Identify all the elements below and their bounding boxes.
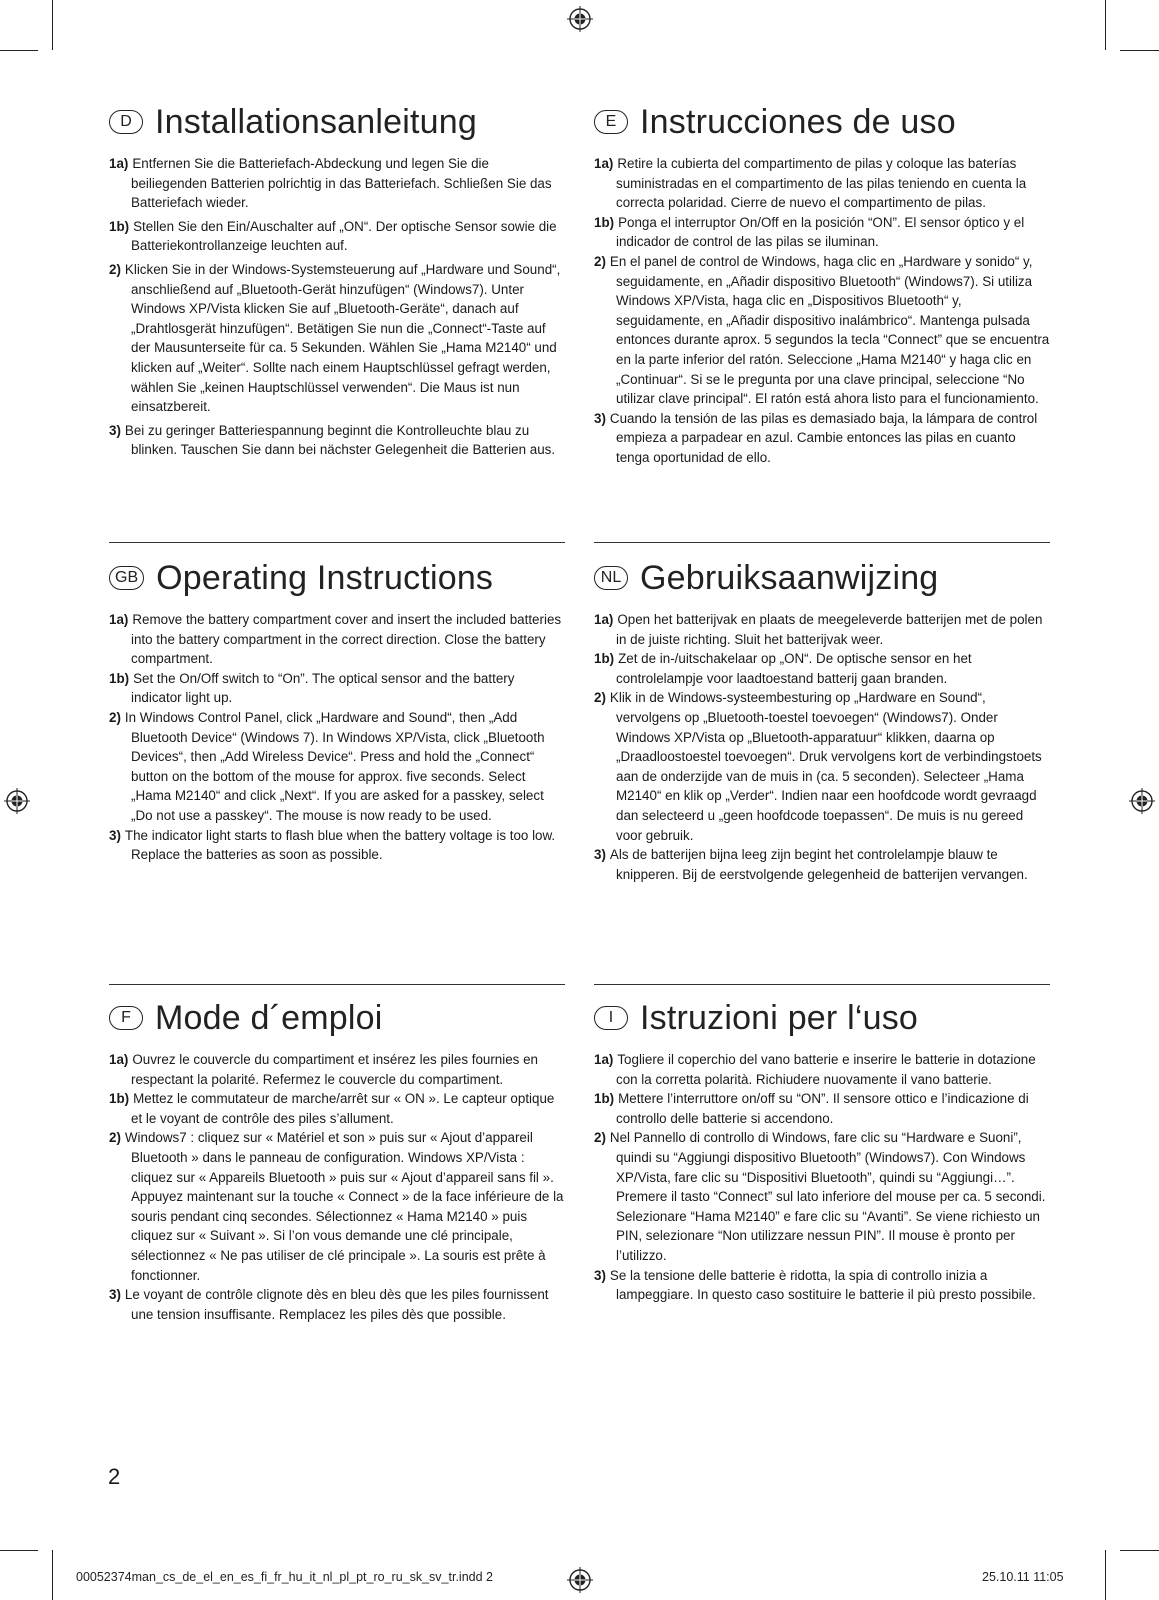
step-number: 1b): [109, 670, 130, 686]
language-badge: NL: [594, 566, 628, 590]
step-number: 3): [594, 847, 606, 863]
step-text: Se la tensione delle batterie è ridotta, la spia di controllo inizia a lampeggiare. In questo caso sostituire le batterie il più presto possibile.: [609, 1267, 1036, 1303]
step-text: Nel Pannello di controllo di Windows, fare clic su “Hardware e Suoni”, quindi su “Aggiungi dispositivo Bluetooth” (Windows7). Con Windows XP/Vista, fare clic su “Dispositivi Bluetooth”, quindi su “Aggiungi…”. Premere il tasto “Connect” sul lato inferiore del mouse per ca. 5 secondi. Selezionare “Hama M2140” e fare clic su “Avanti”. Se viene richiesto un PIN, selezionare “Non utilizzare nessun PIN”. Il mouse è pronto per l’utilizzo.: [609, 1130, 1046, 1263]
section-heading: [594, 100, 1050, 144]
crop-mark: [52, 1550, 53, 1600]
language-badge: I: [594, 1006, 628, 1030]
section-french: [109, 996, 565, 1324]
step-number: 3): [109, 827, 121, 843]
instruction-list: [109, 154, 565, 460]
step-number: 1b): [594, 651, 615, 667]
step-number: 1a): [594, 612, 614, 627]
instruction-list: [594, 1050, 1050, 1305]
crop-mark: [1120, 50, 1159, 51]
step-text: Le voyant de contrôle clignote dès en bleu dès que les piles fournissent une tension insuffisante. Remplacez les piles dès que possible.: [124, 1287, 549, 1322]
step-number: 3): [594, 1267, 606, 1283]
step-text: Mettez le commutateur de marche/arrêt sur « ON ». Le capteur optique et le voyant de contrôle des piles s’allument.: [131, 1091, 555, 1126]
step-text: Entfernen Sie die Batteriefach-Abdeckung und legen Sie die beiliegenden Batterien polrichtig in das Batteriefach. Schließen Sie das Batteriefach wieder.: [131, 156, 552, 211]
section-spanish: [594, 100, 1050, 468]
section-divider: [109, 542, 565, 543]
step-number: 2): [109, 709, 121, 725]
section-title: Installationsanleitung: [155, 102, 477, 141]
step-number: 1b): [594, 1091, 615, 1107]
footer-filename: 00052374man_cs_de_el_en_es_fi_fr_hu_it_nl_pl_pt_ro_ru_sk_sv_tr.indd 2: [76, 1570, 493, 1584]
instruction-list: [594, 154, 1050, 468]
instruction-step: [109, 826, 565, 865]
step-number: 1a): [109, 612, 129, 627]
footer-datetime: 25.10.11 11:05: [982, 1570, 1064, 1584]
registration-mark-icon: [1129, 788, 1155, 814]
step-number: 1a): [109, 156, 129, 171]
instruction-step: [109, 260, 565, 417]
step-text: Als de batterijen bijna leeg zijn begint het controlelampje blauw te knipperen. Bij de eerstvolgende gelegenheid de batterijen vervangen.: [609, 847, 1028, 882]
instruction-step: [594, 1128, 1050, 1265]
instruction-step: [109, 1089, 565, 1128]
step-number: 2): [594, 1130, 606, 1146]
language-badge: F: [109, 1006, 143, 1030]
instruction-step: [109, 669, 565, 708]
section-divider: [109, 984, 565, 985]
step-text: Togliere il coperchio del vano batterie e inserire le batterie in dotazione con la corretta polarità. Richiudere nuovamente il vano batterie.: [616, 1052, 1036, 1087]
step-text: En el panel de control de Windows, haga clic en „Hardware y sonido“ y, seguidamente, en „Añadir dispositivo Bluetooth“ (Windows7). Si utiliza Windows XP/Vista, haga clic en „Dispositivos Bluetooth“ y, seguidamente, en „Añadir dispositivo inalámbrico“. Mantenga pulsada entonces durante aprox. 5 segundos la tecla “Connect” que se encuentra en la parte inferior del ratón. Seleccione „Hama M2140“ y haga clic en „Continuar“. Si se le pregunta por una clave principal, seleccione “No utilizar clave principal“. El ratón está ahora listo para el funcionamiento.: [609, 253, 1050, 407]
section-heading: [594, 996, 1050, 1040]
step-text: In Windows Control Panel, click „Hardware and Sound“, then „Add Bluetooth Device“ (Windows 7). In Windows XP/Vista, click „Bluetooth Devices“, then „Add Wireless Device“. Press and hold the „Connect“ button on the bottom of the mouse for approx. five seconds. Select „Hama M2140“ and click „Next“. If you are asked for a passkey, select „Do not use a passkey“. The mouse is now ready to be used.: [124, 709, 545, 823]
step-text: Cuando la tensión de las pilas es demasiado baja, la lámpara de control empieza a parpadear en azul. Cambie entonces las pilas en cuanto tenga oportunidad de ello.: [609, 410, 1038, 465]
section-heading: [109, 996, 565, 1040]
section-title: Instrucciones de uso: [640, 102, 956, 141]
instruction-step: [594, 845, 1050, 884]
step-text: Klicken Sie in der Windows-Systemsteuerung auf „Hardware und Sound“, anschließend auf „Bluetooth-Gerät hinzufügen“ (Windows7). Unter Windows XP/Vista klicken Sie auf „Bluetooth-Geräte“, danach auf „Drahtlosgerät hinzufügen“. Betätigen Sie nun die „Connect“-Taste auf der Mausunterseite für ca. 5 Sekunden. Wählen Sie „Hama M2140“ und klicken auf „Weiter“. Sollte nach einem Hauptschlüssel gefragt werden, wählen Sie „keinen Hauptschlüssel verwenden“. Die Maus ist nun einsatzbereit.: [124, 261, 561, 415]
step-number: 3): [109, 422, 121, 438]
section-heading: [109, 556, 565, 600]
section-italian: [594, 996, 1050, 1305]
instruction-step: [594, 1266, 1050, 1305]
crop-mark: [1105, 0, 1106, 50]
step-number: 2): [594, 690, 606, 706]
section-divider: [594, 542, 1050, 543]
step-text: Retire la cubierta del compartimento de pilas y coloque las baterías suministradas en el compartimento de las pilas teniendo en cuenta la correcta polaridad. Cierre de nuevo el compartimento de pilas.: [616, 156, 1027, 211]
section-title: Gebruiksaanwijzing: [640, 558, 939, 597]
page-number: 2: [108, 1464, 121, 1489]
section-heading: [594, 556, 1050, 600]
instruction-step: [594, 649, 1050, 688]
step-number: 1a): [594, 156, 614, 171]
instruction-step: [109, 421, 565, 460]
instruction-step: [594, 154, 1050, 213]
step-number: 1b): [594, 214, 615, 230]
step-text: Stellen Sie den Ein/Auschalter auf „ON“. Der optische Sensor sowie die Batteriekontrollanzeige leuchten auf.: [131, 218, 557, 254]
step-text: Set the On/Off switch to “On”. The optical sensor and the battery indicator light up.: [131, 670, 515, 706]
instruction-step: [109, 217, 565, 256]
step-text: Ponga el interruptor On/Off en la posición “ON”. El sensor óptico y el indicador de control de las pilas se iluminan.: [616, 214, 1025, 250]
instruction-step: [594, 688, 1050, 845]
step-text: The indicator light starts to flash blue when the battery voltage is too low. Replace the batteries as soon as possible.: [124, 827, 556, 863]
step-text: Open het batterijvak en plaats de meegeleverde batterijen met de polen in de juiste richting. Sluit het batterijvak weer.: [616, 612, 1043, 647]
step-text: Remove the battery compartment cover and insert the included batteries into the battery compartment in the correct direction. Close the battery compartment.: [131, 612, 562, 667]
crop-mark: [1105, 1550, 1106, 1600]
step-number: 1a): [109, 1052, 129, 1067]
step-number: 1a): [594, 1052, 614, 1067]
language-badge: E: [594, 110, 628, 134]
section-divider: [594, 984, 1050, 985]
section-german: [109, 100, 565, 460]
instruction-step: [109, 708, 565, 826]
step-text: Ouvrez le couvercle du compartiment et insérez les piles fournies en respectant la polarité. Refermez le couvercle du compartiment.: [131, 1052, 538, 1087]
instruction-step: [594, 1050, 1050, 1089]
step-number: 3): [594, 410, 606, 426]
registration-mark-icon: [567, 6, 593, 32]
section-dutch: [594, 556, 1050, 884]
instruction-step: [109, 1128, 565, 1285]
instruction-step: [109, 610, 565, 669]
section-title: Operating Instructions: [156, 558, 494, 597]
crop-mark: [0, 1550, 38, 1551]
step-text: Zet de in-/uitschakelaar op „ON“. De optische sensor en het controlelampje voor laadtoestand batterij gaan branden.: [616, 651, 972, 686]
instruction-step: [594, 409, 1050, 468]
instruction-list: [109, 1050, 565, 1324]
crop-mark: [1120, 1550, 1159, 1551]
step-text: Mettere l’interruttore on/off su “ON”. Il sensore ottico e l’indicazione di controllo delle batterie si accendono.: [616, 1091, 1029, 1126]
instruction-step: [109, 1285, 565, 1324]
instruction-list: [594, 610, 1050, 884]
instruction-step: [594, 610, 1050, 649]
section-heading: [109, 100, 565, 144]
section-title: Istruzioni per l‘uso: [640, 998, 919, 1037]
instruction-step: [594, 252, 1050, 409]
language-badge: D: [109, 110, 143, 134]
step-number: 2): [109, 1130, 121, 1146]
step-number: 3): [109, 1287, 121, 1303]
step-number: 1b): [109, 218, 130, 234]
step-number: 1b): [109, 1091, 130, 1107]
step-number: 2): [594, 253, 606, 269]
step-text: Windows7 : cliquez sur « Matériel et son » puis sur « Ajout d’appareil Bluetooth » dans le panneau de configuration. Windows XP/Vista : cliquez sur « Appareils Bluetooth » puis sur « Ajout d’appareil sans fil ». Appuyez maintenant sur la touche « Connect » de la face inférieure de la souris pendant cinq secondes. Sélectionnez « Hama M2140 » puis cliquez sur « Suivant ». Si l’on vous demande une clé principale, sélectionnez « Ne pas utiliser de clé principale ». La souris est prête à fonctionner.: [124, 1130, 564, 1283]
instruction-step: [594, 213, 1050, 252]
section-title: Mode d´emploi: [155, 998, 383, 1037]
step-text: Bei zu geringer Batteriespannung beginnt die Kontrolleuchte blau zu blinken. Tauschen Sie dann bei nächster Gelegenheit die Batterien aus.: [124, 422, 556, 458]
step-text: Klik in de Windows-systeembesturing op „Hardware en Sound“, vervolgens op „Bluetooth-toestel toevoegen“ (Windows7). Onder Windows XP/Vista op „Bluetooth-apparatuur“ klikken, daarna op „Draadloostoestel toevoegen“. Druk vervolgens kort de verbindingstoets aan de onderzijde van de muis in (ca. 5 seconden). Selecteer „Hama M2140“ en klik op „Verder“. Indien naar een hoofdcode wordt gevraagd dan selecteerd u „geen hoofdcode toepassen“. De muis is nu gereed voor gebruik.: [609, 690, 1042, 843]
step-number: 2): [109, 261, 121, 277]
crop-mark: [52, 0, 53, 50]
section-english: [109, 556, 565, 865]
registration-mark-icon: [4, 788, 30, 814]
instruction-step: [109, 154, 565, 213]
instruction-step: [594, 1089, 1050, 1128]
instruction-step: [109, 1050, 565, 1089]
instruction-list: [109, 610, 565, 865]
registration-mark-icon: [567, 1567, 593, 1593]
crop-mark: [0, 50, 38, 51]
language-badge: GB: [109, 566, 144, 590]
